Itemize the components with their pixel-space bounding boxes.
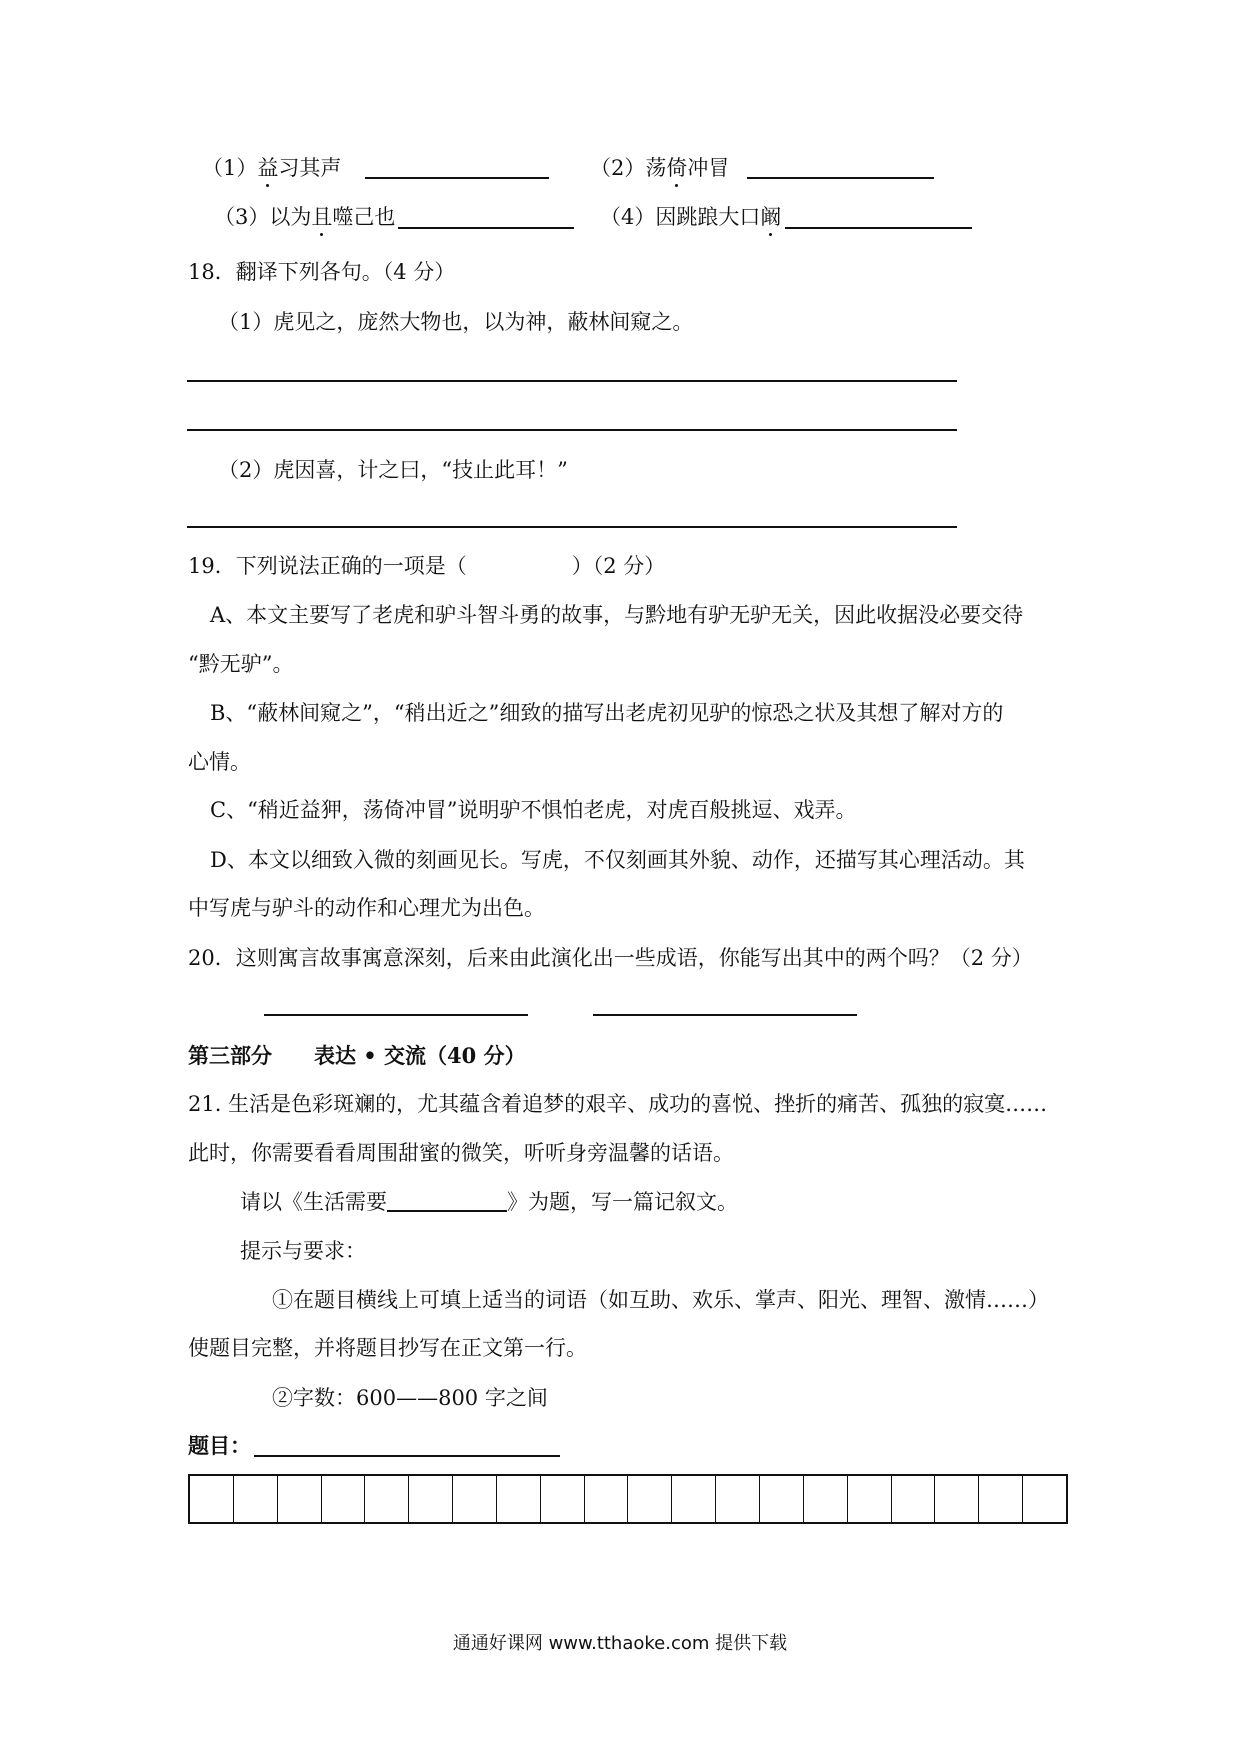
grid-cell[interactable] [716,1476,760,1522]
answer-line-18-2[interactable] [187,526,957,528]
footer-text: 通通好课网 www.tthaoke.com 提供下载 [452,1633,788,1654]
q19-stem: 19．下列说法正确的一项是（ ）（2 分） [188,554,666,578]
essay-title-blank[interactable] [254,1455,560,1457]
title-fill-blank[interactable] [387,1210,507,1212]
grid-cell[interactable] [760,1476,804,1522]
grid-cell[interactable] [190,1476,234,1522]
q21-prompt: 请以《生活需要 》为题，写一篇记叙文。 [240,1190,738,1214]
q21-tips-label: 提示与要求： [240,1239,366,1263]
q17-item-3: （3）以为且噬己也 [214,205,396,229]
essay-title-label: 题目： [188,1433,251,1458]
grid-cell[interactable] [1023,1476,1066,1522]
q21-requirement-1-line2: 使题目完整，并将题目抄写在正文第一行。 [188,1336,587,1360]
grid-cell[interactable] [628,1476,672,1522]
q18-stem: 18．翻译下列各句。（4 分） [188,260,456,284]
q19-option-b-line2: 心情。 [188,750,251,774]
grid-cell[interactable] [541,1476,585,1522]
essay-writing-grid[interactable] [188,1474,1068,1524]
answer-blank-17-1[interactable] [365,177,549,179]
grid-cell[interactable] [453,1476,497,1522]
answer-blank-17-4[interactable] [785,227,972,229]
answer-blank-17-3[interactable] [398,227,574,229]
q19-option-a-line1: A、本文主要写了老虎和驴斗智斗勇的故事，与黔地有驴无驴无关，因此收据没必要交待 [210,603,1024,627]
q21-line2: 此时，你需要看看周围甜蜜的微笑，听听身旁温馨的话语。 [188,1141,734,1165]
answer-line-18-1b[interactable] [187,429,957,431]
q21-requirement-2: ②字数：600——800 字之间 [272,1386,548,1410]
q19-option-d-line2: 中写虎与驴斗的动作和心理尤为出色。 [188,896,545,920]
q17-item-2: （2）荡倚冲冒 [590,156,730,180]
q17-item-4: （4）因跳踉大口阚 [600,205,782,229]
q19-option-b-line1: B、“蔽林间窥之”，“稍出近之”细致的描写出老虎初见驴的惊恐之状及其想了解对方的 [210,701,1004,725]
answer-blank-20-2[interactable] [593,1014,857,1016]
q21-requirement-1-line1: ①在题目横线上可填上适当的词语（如互助、欢乐、掌声、阳光、理智、激情……） [272,1288,1049,1312]
q18-sentence-1: （1）虎见之，庞然大物也，以为神，蔽林间窥之。 [218,310,694,334]
q20-stem: 20．这则寓言故事寓意深刻，后来由此演化出一些成语，你能写出其中的两个吗？（2 分） [188,946,1033,970]
grid-cell[interactable] [365,1476,409,1522]
part3-heading: 第三部分 表达 • 交流（40 分） [188,1043,526,1068]
q19-option-d-line1: D、本文以细致入微的刻画见长。写虎，不仅刻画其外貌、动作，还描写其心理活动。其 [210,848,1025,872]
grid-cell[interactable] [935,1476,979,1522]
q19-option-a-line2: “黔无驴”。 [188,652,294,676]
grid-cell[interactable] [409,1476,453,1522]
grid-cell[interactable] [585,1476,629,1522]
q19-option-c: C、“稍近益狎，荡倚冲冒”说明驴不惧怕老虎，对虎百般挑逗、戏弄。 [210,798,857,822]
grid-cell[interactable] [892,1476,936,1522]
q21-line1: 21. 生活是色彩斑斓的，尤其蕴含着追梦的艰辛、成功的喜悦、挫折的痛苦、孤独的寂寞…… [188,1092,1048,1116]
grid-cell[interactable] [848,1476,892,1522]
grid-cell[interactable] [804,1476,848,1522]
answer-blank-20-1[interactable] [264,1014,528,1016]
q17-item-1: （1）益习其声 [202,156,342,180]
grid-cell[interactable] [322,1476,366,1522]
grid-cell[interactable] [278,1476,322,1522]
answer-line-18-1a[interactable] [187,380,957,382]
grid-cell[interactable] [234,1476,278,1522]
grid-cell[interactable] [672,1476,716,1522]
q18-sentence-2: （2）虎因喜，计之曰，“技止此耳！” [218,458,568,482]
grid-cell[interactable] [979,1476,1023,1522]
answer-blank-17-2[interactable] [747,177,934,179]
grid-cell[interactable] [497,1476,541,1522]
